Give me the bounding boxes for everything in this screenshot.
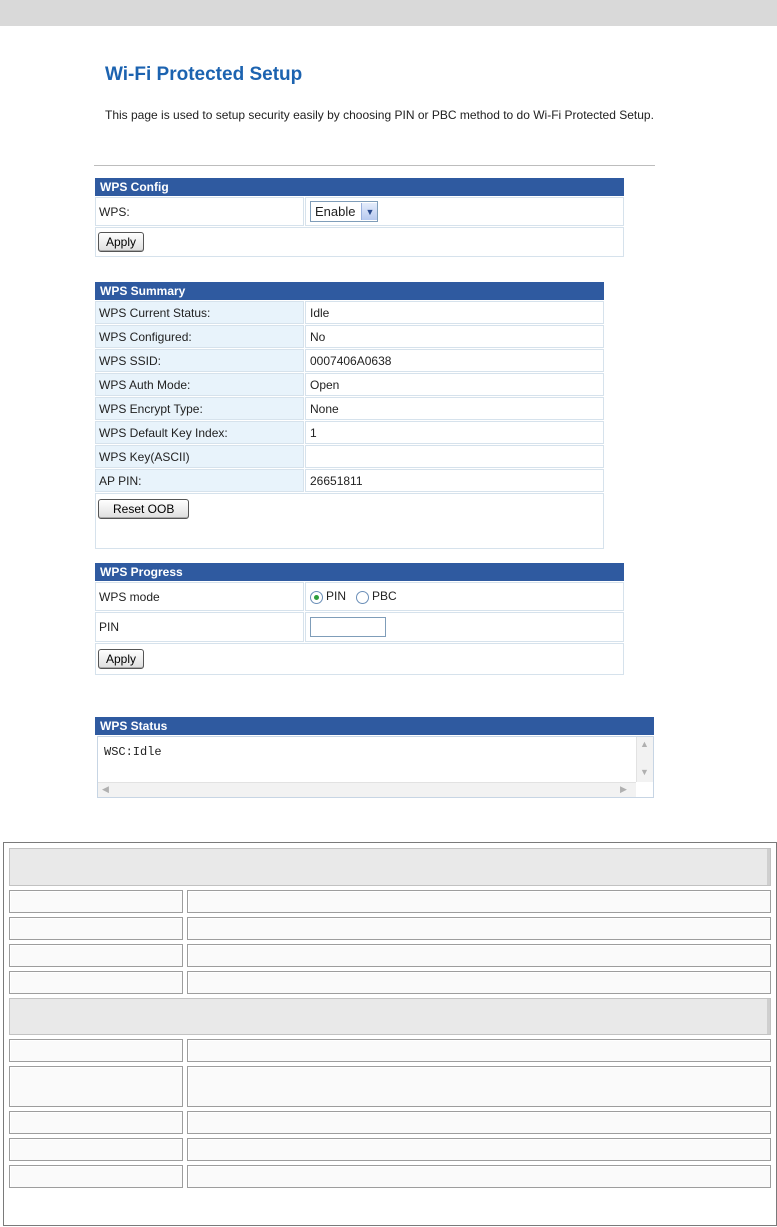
- grid-label-cell: [9, 1165, 183, 1188]
- empty-parameter-grid: [3, 842, 777, 1226]
- wps-mode-label: WPS mode: [95, 582, 304, 611]
- page-description: This page is used to setup security easily by choosing PIN or PBC method to do Wi-Fi Protected Setup.: [105, 108, 654, 122]
- grid-value-cell: [187, 890, 771, 913]
- summary-label: WPS Encrypt Type:: [95, 397, 304, 420]
- wps-progress-table: [94, 562, 625, 676]
- wps-config-actions: [95, 227, 624, 257]
- wps-status-header: WPS Status: [95, 717, 654, 735]
- grid-value-cell: [187, 1066, 771, 1107]
- grid-label-cell: [9, 944, 183, 967]
- scroll-right-icon[interactable]: ▶: [620, 784, 627, 794]
- pbc-radio[interactable]: [356, 591, 369, 604]
- top-bar: [0, 0, 777, 26]
- summary-label: WPS Default Key Index:: [95, 421, 304, 444]
- grid-value-cell: [187, 1039, 771, 1062]
- grid-label-cell: [9, 971, 183, 994]
- pin-radio-label: PIN: [326, 589, 347, 604]
- grid-label-cell: [9, 1039, 183, 1062]
- pin-input[interactable]: [310, 617, 386, 637]
- wps-config-apply-button[interactable]: Apply: [98, 232, 144, 252]
- grid-label-cell: [9, 1111, 183, 1134]
- wps-enable-select[interactable]: [310, 201, 378, 222]
- scroll-left-icon[interactable]: ◀: [102, 784, 109, 794]
- summary-value: Idle: [305, 301, 604, 324]
- summary-label: AP PIN:: [95, 469, 304, 492]
- wps-config-table: [94, 177, 625, 258]
- grid-value-cell: [187, 917, 771, 940]
- summary-value: Open: [305, 373, 604, 396]
- summary-value: 1: [305, 421, 604, 444]
- reset-oob-button[interactable]: Reset OOB: [98, 499, 189, 519]
- summary-value: No: [305, 325, 604, 348]
- wps-summary-table: [94, 281, 605, 550]
- grid-section-band: [9, 998, 771, 1035]
- chevron-down-icon[interactable]: ▼: [361, 203, 377, 220]
- pbc-radio-label: PBC: [372, 589, 397, 604]
- grid-label-cell: [9, 890, 183, 913]
- summary-label: WPS SSID:: [95, 349, 304, 372]
- page-title: Wi-Fi Protected Setup: [105, 64, 303, 85]
- wps-status-textarea[interactable]: [97, 736, 654, 798]
- grid-value-cell: [187, 944, 771, 967]
- wps-enable-select-value: Enable: [315, 204, 356, 219]
- summary-value: 0007406A0638: [305, 349, 604, 372]
- grid-value-cell: [187, 1111, 771, 1134]
- grid-label-cell: [9, 1066, 183, 1107]
- wps-summary-header: WPS Summary: [95, 282, 604, 300]
- wps-status-text: WSC:Idle: [104, 745, 162, 759]
- grid-value-cell: [187, 1165, 771, 1188]
- vertical-scrollbar[interactable]: [636, 737, 653, 782]
- wps-summary-actions: [95, 493, 604, 549]
- summary-label: WPS Configured:: [95, 325, 304, 348]
- grid-section-band: [9, 848, 771, 886]
- summary-value: None: [305, 397, 604, 420]
- horizontal-scrollbar[interactable]: [98, 782, 636, 797]
- grid-value-cell: [187, 971, 771, 994]
- grid-label-cell: [9, 1138, 183, 1161]
- summary-value: 26651811: [305, 469, 604, 492]
- wps-value-cell: [305, 197, 624, 226]
- wps-label: WPS:: [95, 197, 304, 226]
- summary-label: WPS Current Status:: [95, 301, 304, 324]
- wps-mode-cell: [305, 582, 624, 611]
- pin-cell: [305, 612, 624, 642]
- summary-label: WPS Auth Mode:: [95, 373, 304, 396]
- summary-label: WPS Key(ASCII): [95, 445, 304, 468]
- divider: [94, 165, 655, 166]
- wps-config-header: WPS Config: [95, 178, 624, 196]
- grid-value-cell: [187, 1138, 771, 1161]
- wps-status-table: [94, 716, 655, 736]
- scroll-down-icon[interactable]: ▼: [640, 767, 649, 777]
- pin-label: PIN: [95, 612, 304, 642]
- grid-label-cell: [9, 917, 183, 940]
- scroll-up-icon[interactable]: ▲: [640, 739, 649, 749]
- wps-progress-header: WPS Progress: [95, 563, 624, 581]
- wps-progress-apply-button[interactable]: Apply: [98, 649, 144, 669]
- pin-radio[interactable]: [310, 591, 323, 604]
- summary-value: [305, 445, 604, 468]
- wps-progress-actions: [95, 643, 624, 675]
